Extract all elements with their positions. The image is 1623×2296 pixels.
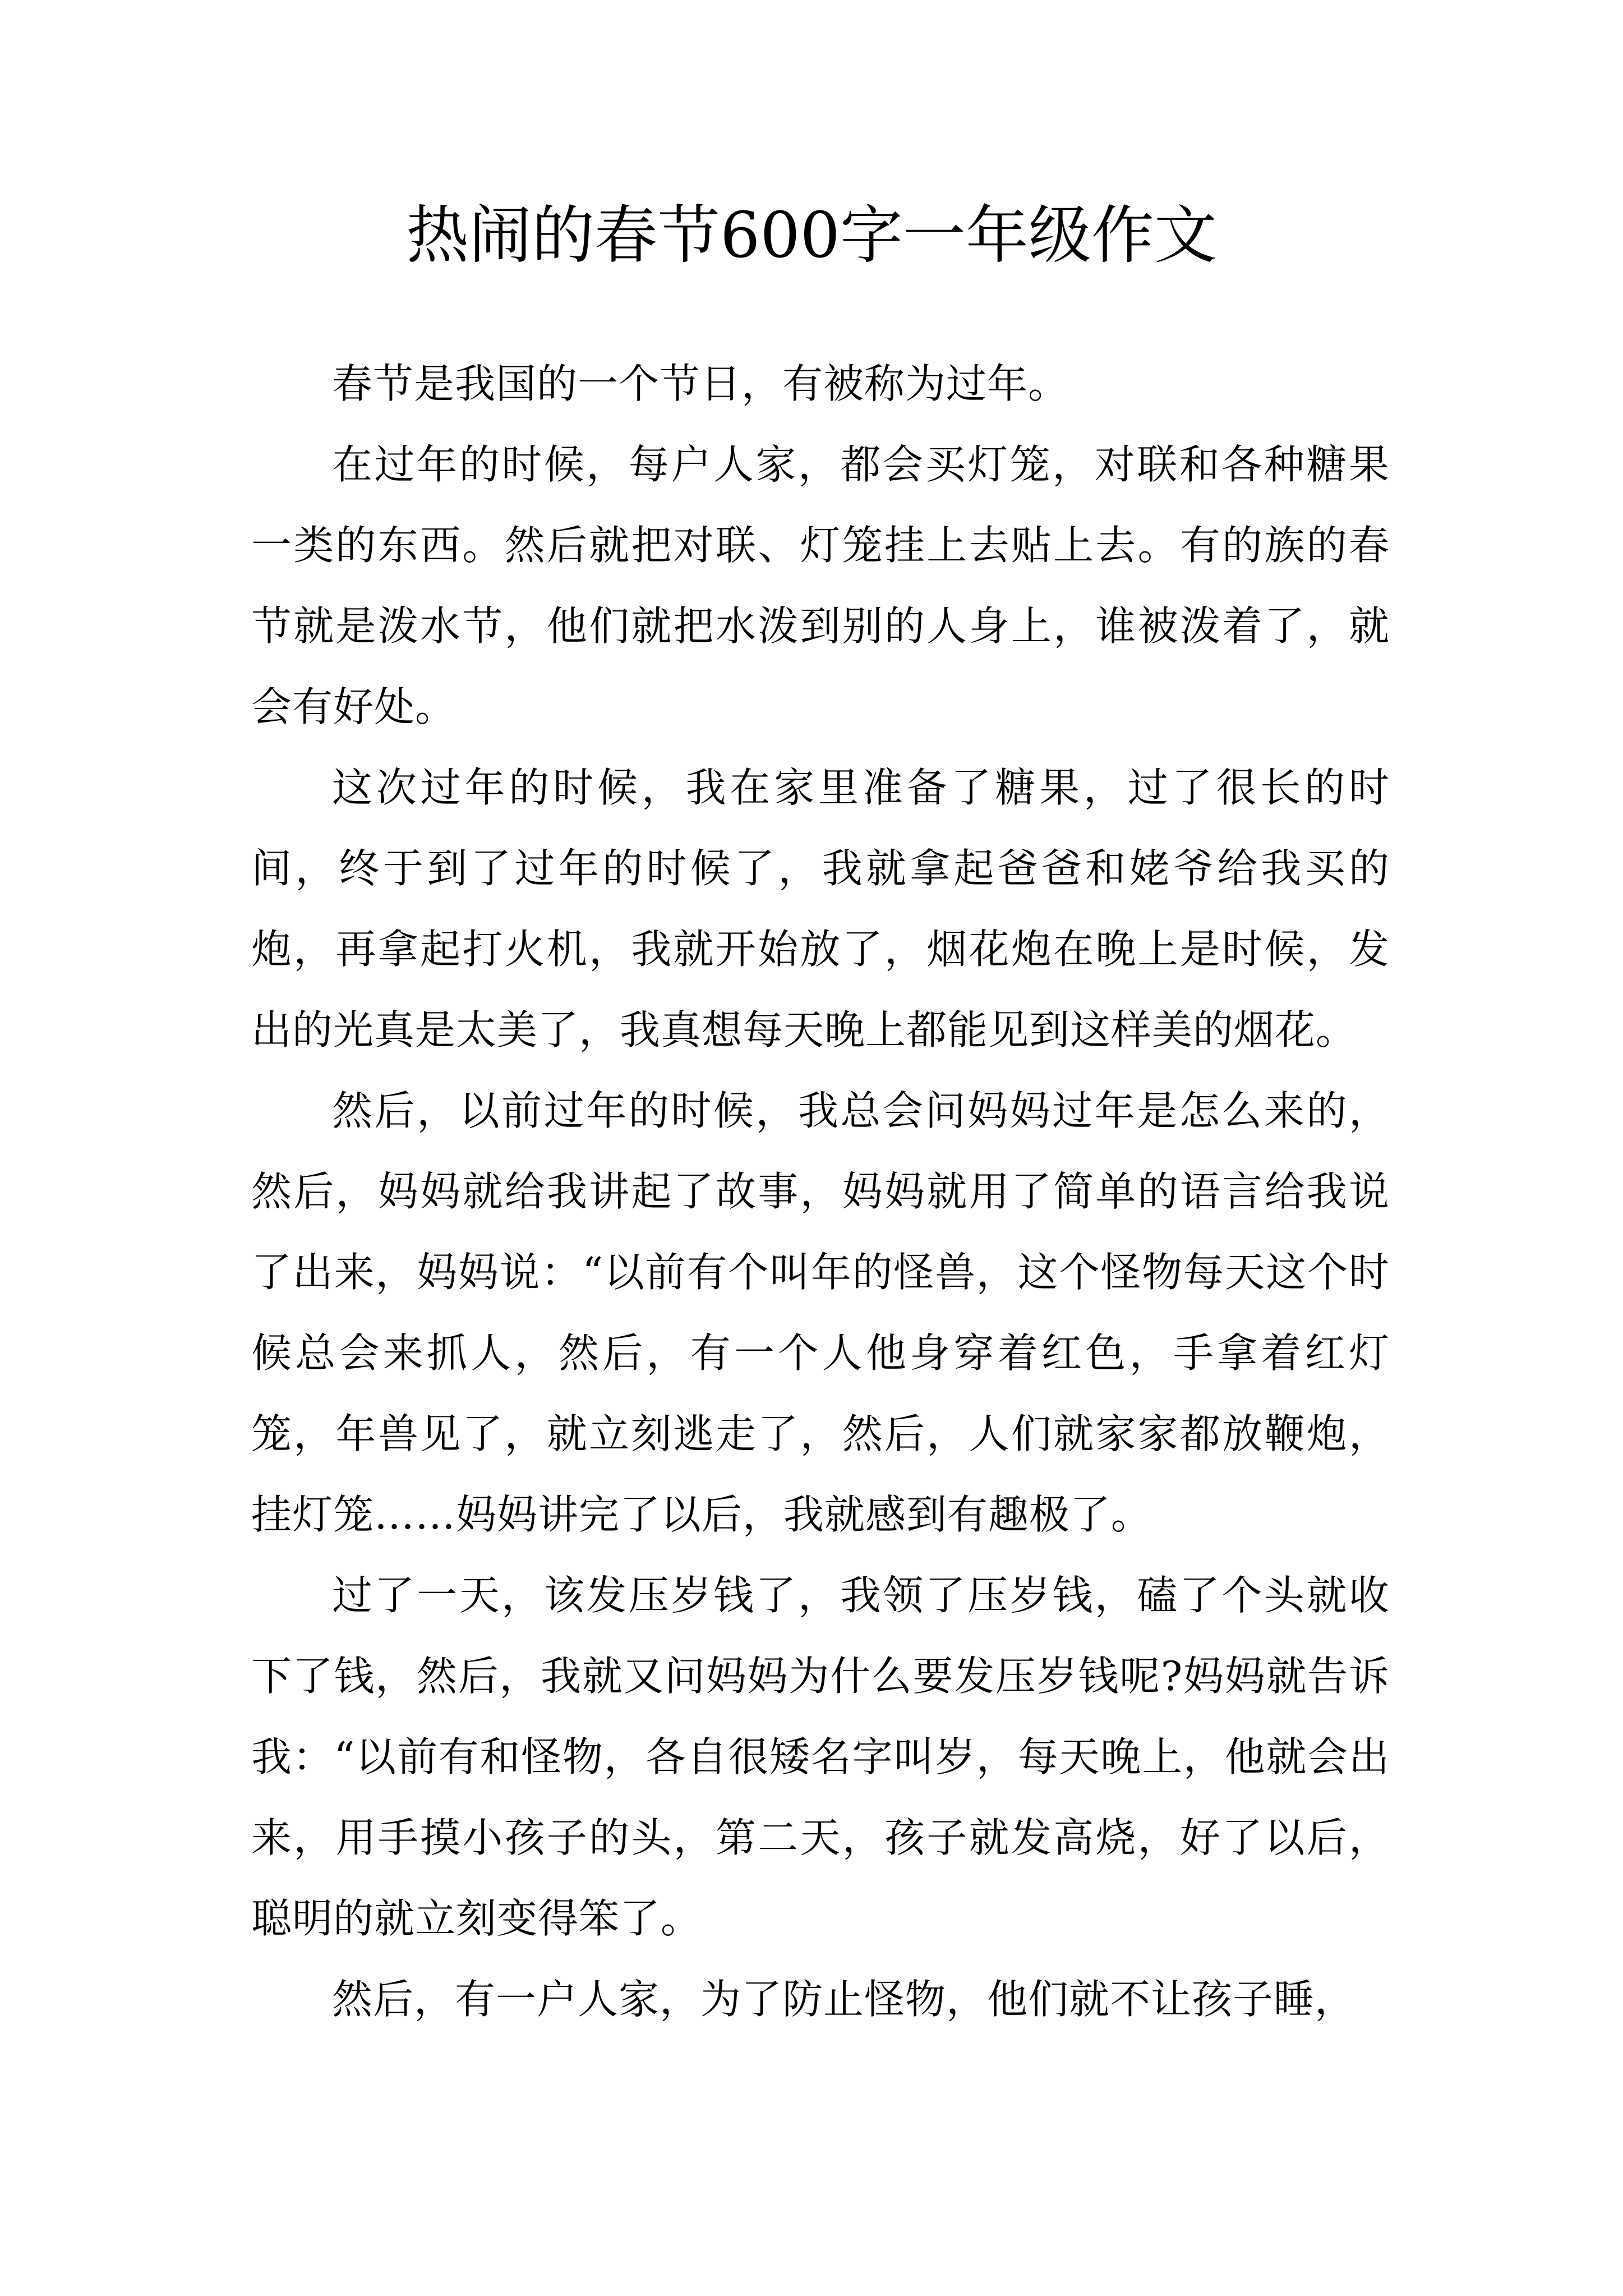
document-title: 热闹的春节600字一年级作文 bbox=[406, 199, 1217, 272]
document-body bbox=[251, 343, 1390, 2040]
paragraph-4: 然后，以前过年的时候，我总会问妈妈过年是怎么来的，然后，妈妈就给我讲起了故事，妈妈就用了简单的语言给我说了出来，妈妈说：“以前有个叫年的怪兽，这个怪物每天这个时候总会来抓人，然后，有一个人他身穿着红色，手拿着红灯笼，年兽见了，就立刻逃走了，然后，人们就家家都放鞭炮，挂灯笼……妈妈讲完了以后，我就感到有趣极了。 bbox=[251, 1087, 1390, 1538]
paragraph-2: 在过年的时候，每户人家，都会买灯笼，对联和各种糖果一类的东西。然后就把对联、灯笼挂上去贴上去。有的族的春节就是泼水节，他们就把水泼到别的人身上，谁被泼着了，就会有好处。 bbox=[251, 441, 1390, 730]
paragraph-3: 这次过年的时候，我在家里准备了糖果，过了很长的时间，终于到了过年的时候了，我就拿起爸爸和姥爷给我买的炮，再拿起打火机，我就开始放了，烟花炮在晚上是时候，发出的光真是太美了，我真想每天晚上都能见到这样美的烟花。 bbox=[251, 764, 1390, 1053]
paragraph-1: 春节是我国的一个节日，有被称为过年。 bbox=[332, 360, 1069, 407]
paragraph-6: 然后，有一户人家，为了防止怪物，他们就不让孩子睡， bbox=[332, 1976, 1356, 2023]
paragraph-5: 过了一天，该发压岁钱了，我领了压岁钱，磕了个头就收下了钱，然后，我就又问妈妈为什么要发压岁钱呢?妈妈就告诉我：“以前有和怪物，各自很矮名字叫岁，每天晚上，他就会出来，用手摸小孩子的头，第二天，孩子就发高烧，好了以后，聪明的就立刻变得笨了。 bbox=[251, 1572, 1390, 1942]
